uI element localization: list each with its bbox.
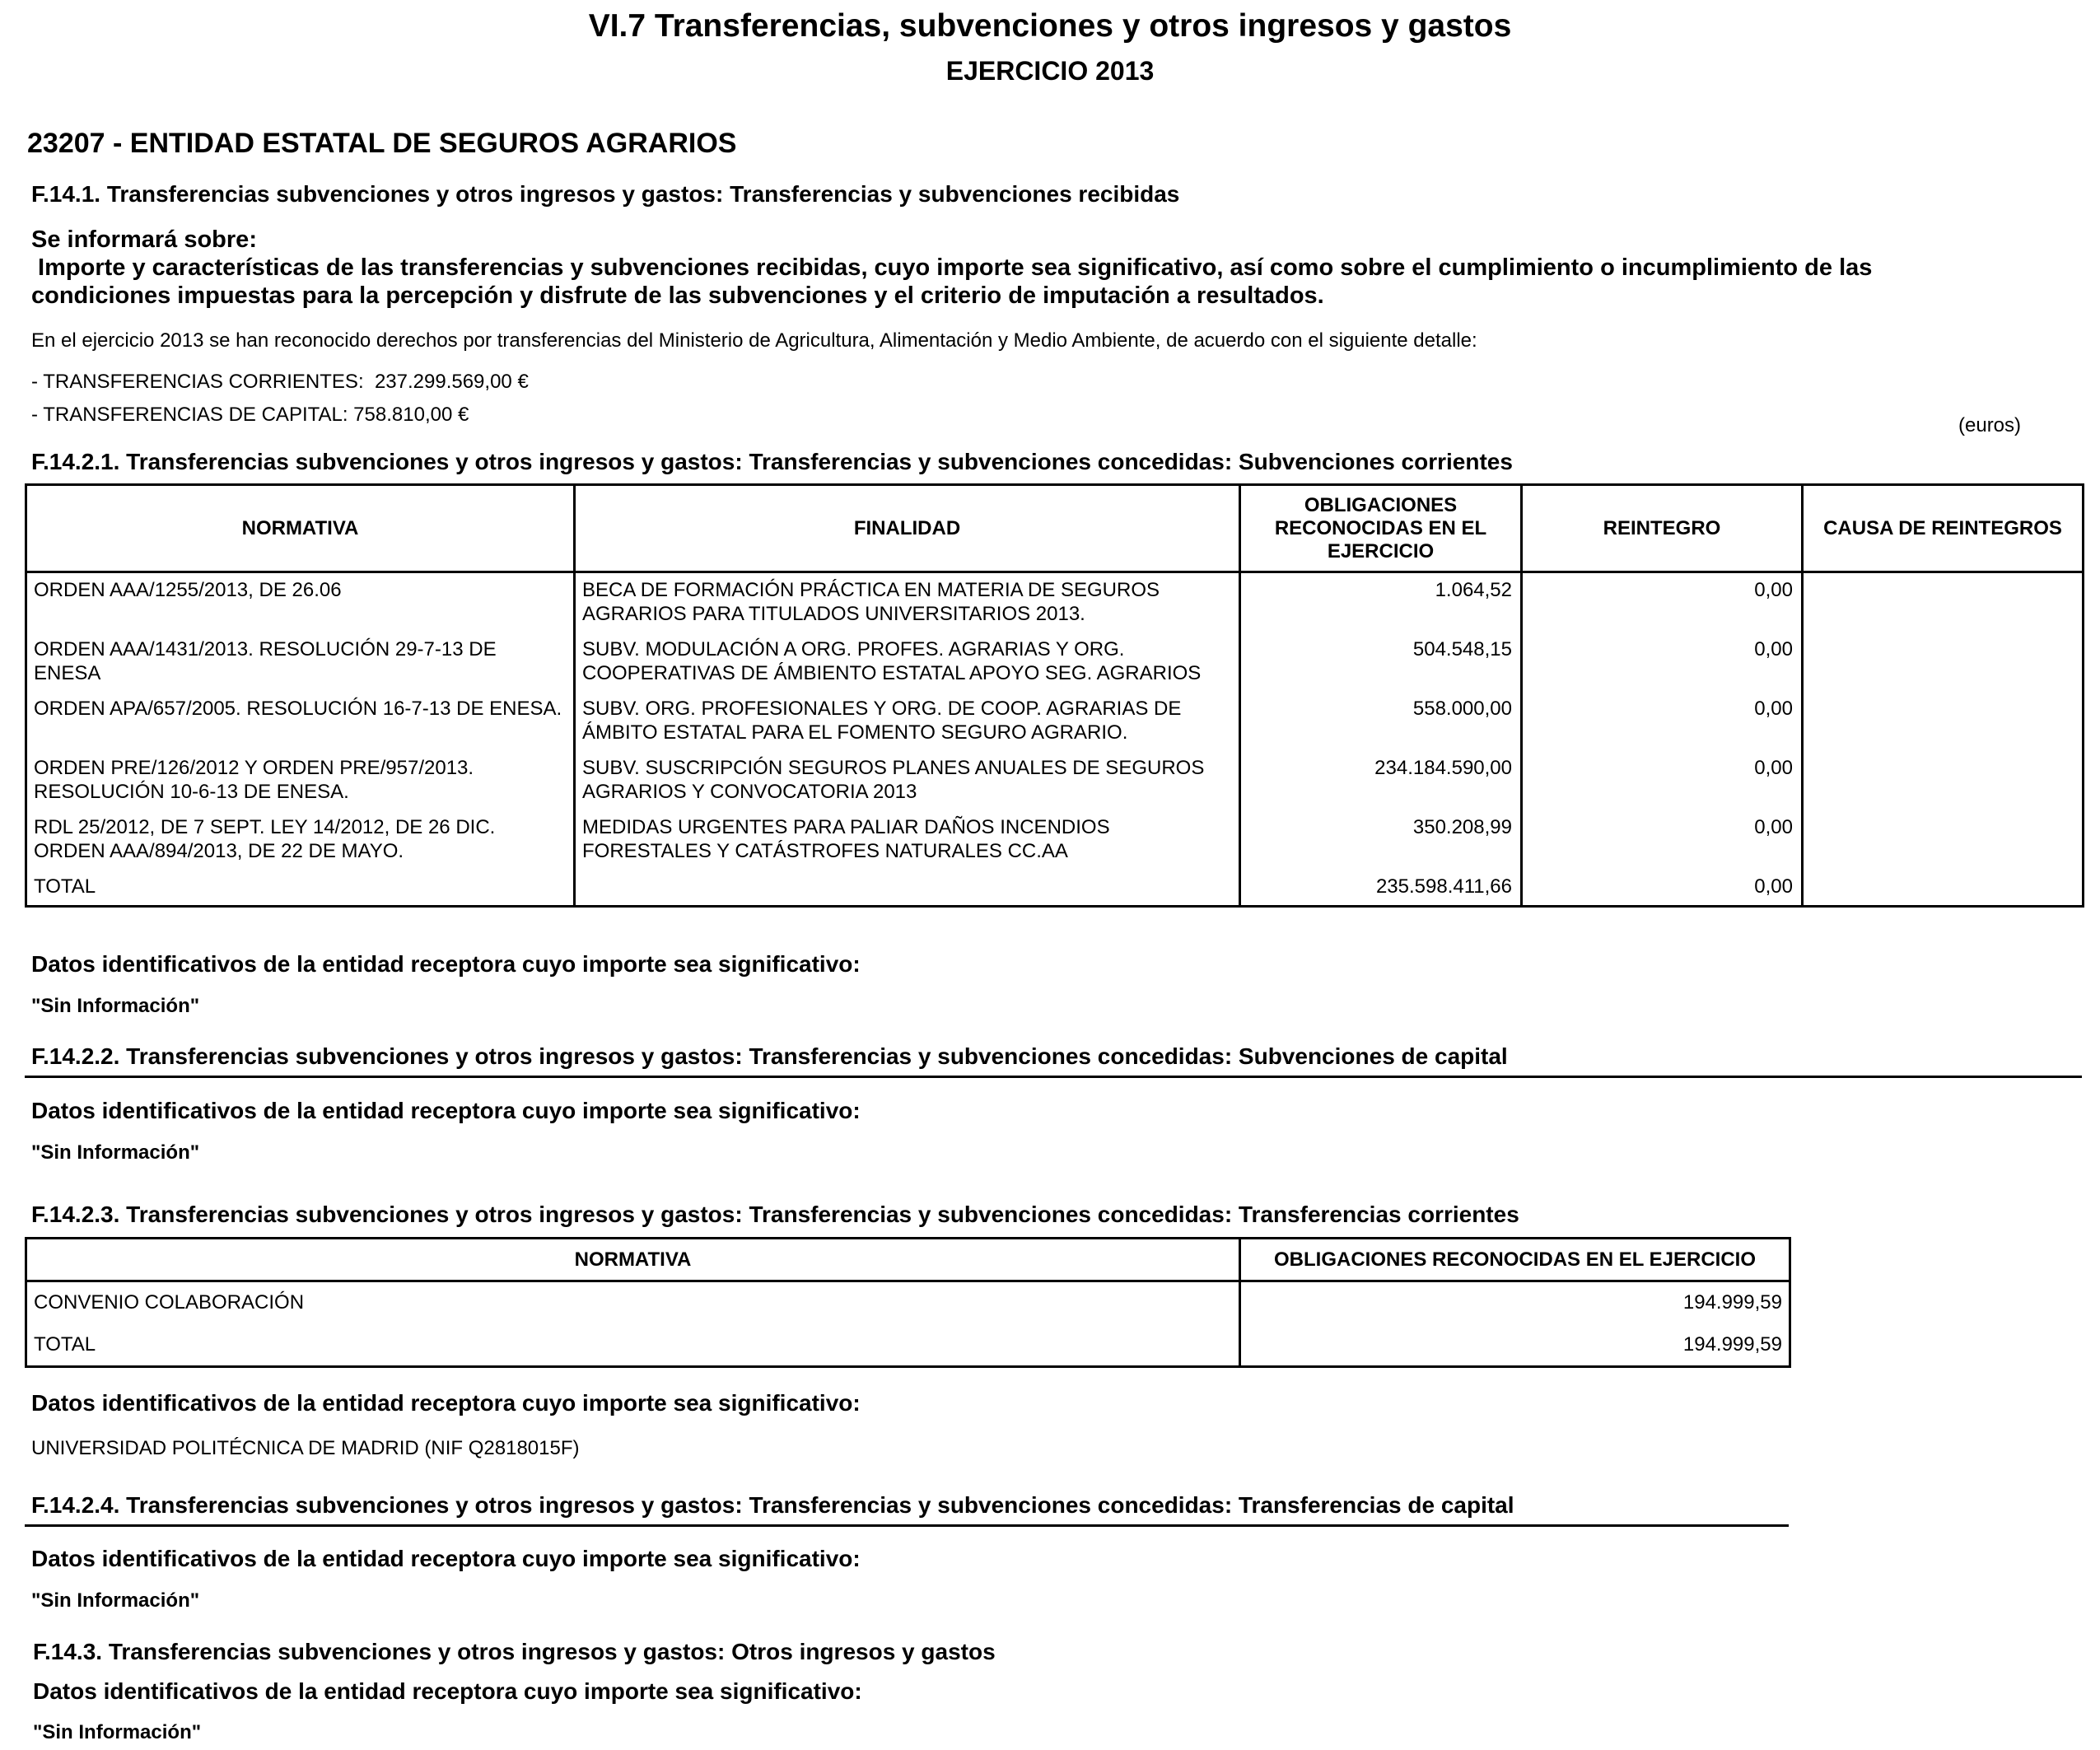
total-row	[26, 870, 2084, 907]
transferencias-corrientes: - TRANSFERENCIAS CORRIENTES: 237.299.569,00 €	[31, 371, 529, 393]
sin-informacion-f143: "Sin Información"	[33, 1721, 202, 1743]
finalidad-cell: BECA DE FORMACIÓN PRÁCTICA EN MATERIA DE SEGUROS AGRARIOS PARA TITULADOS UNIVERSITARIOS 2013.	[575, 572, 1240, 633]
column-header: OBLIGACIONES RECONOCIDAS EN EL EJERCICIO	[1240, 485, 1522, 572]
total-obligaciones: 235.598.411,66	[1240, 870, 1522, 907]
causa-cell	[1803, 810, 2084, 870]
table-header-row	[26, 1239, 1790, 1281]
total-label: TOTAL	[26, 1324, 1240, 1367]
normativa-cell: ORDEN AAA/1255/2013, DE 26.06	[26, 572, 575, 633]
column-header: NORMATIVA	[26, 1239, 1240, 1281]
section-heading-f1421: F.14.2.1. Transferencias subvenciones y otros ingresos y gastos: Transferencias y subvenciones concedidas: Subvenciones corrientes	[31, 449, 1513, 474]
detail-text: En el ejercicio 2013 se han reconocido derechos por transferencias del Ministerio de Agricultura, Alimentación y Medio Ambiente, de acuerdo con el siguiente detalle:	[31, 329, 1477, 352]
total-obligaciones: 194.999,59	[1240, 1324, 1790, 1367]
total-row	[26, 1324, 1790, 1367]
units-label: (euros)	[1958, 414, 2022, 436]
causa-cell	[1803, 751, 2084, 810]
datos-label-f1422: Datos identificativos de la entidad receptora cuyo importe sea significativo:	[31, 1098, 861, 1123]
total-causa-cell	[1803, 870, 2084, 907]
total-label: TOTAL	[26, 870, 575, 907]
obligaciones-cell: 504.548,15	[1240, 632, 1522, 692]
informara-block	[31, 226, 2008, 310]
reintegro-cell: 0,00	[1522, 632, 1803, 692]
page-title: VI.7 Transferencias, subvenciones y otros ingresos y gastos	[588, 8, 1512, 44]
normativa-cell: ORDEN AAA/1431/2013. RESOLUCIÓN 29-7-13 DE ENESA	[26, 632, 575, 692]
normativa-cell: CONVENIO COLABORACIÓN	[26, 1281, 1240, 1324]
obligaciones-cell: 350.208,99	[1240, 810, 1522, 870]
column-header: FINALIDAD	[575, 485, 1240, 572]
datos-label-f1421: Datos identificativos de la entidad receptora cuyo importe sea significativo:	[31, 951, 861, 977]
datos-label-f143: Datos identificativos de la entidad receptora cuyo importe sea significativo:	[33, 1678, 862, 1704]
informara-text-1: Importe y características de las transferencias y subvenciones recibidas, cuyo importe sea significativo, así como sobre el cumplimiento o incumplimiento de las	[31, 254, 1873, 281]
finalidad-cell: MEDIDAS URGENTES PARA PALIAR DAÑOS INCENDIOS FORESTALES Y CATÁSTROFES NATURALES CC.AA	[575, 810, 1240, 870]
column-header: REINTEGRO	[1522, 485, 1803, 572]
reintegro-cell: 0,00	[1522, 810, 1803, 870]
normativa-cell: ORDEN PRE/126/2012 Y ORDEN PRE/957/2013. RESOLUCIÓN 10-6-13 DE ENESA.	[26, 751, 575, 810]
normativa-cell: RDL 25/2012, DE 7 SEPT. LEY 14/2012, DE 26 DIC. ORDEN AAA/894/2013, DE 22 DE MAYO.	[26, 810, 575, 870]
section-rule	[25, 1524, 1789, 1527]
causa-cell	[1803, 692, 2084, 751]
finalidad-cell: SUBV. ORG. PROFESIONALES Y ORG. DE COOP. AGRARIAS DE ÁMBITO ESTATAL PARA EL FOMENTO SEGURO AGRARIO.	[575, 692, 1240, 751]
reintegro-cell: 0,00	[1522, 572, 1803, 633]
transferencias-corrientes-table	[25, 1237, 1791, 1368]
page-subtitle: EJERCICIO 2013	[945, 56, 1155, 86]
table-header-row	[26, 485, 2084, 572]
obligaciones-cell: 194.999,59	[1240, 1281, 1790, 1324]
finalidad-cell: SUBV. MODULACIÓN A ORG. PROFES. AGRARIAS Y ORG. COOPERATIVAS DE ÁMBIENTO ESTATAL APOYO SEG. AGRARIOS	[575, 632, 1240, 692]
table-row	[26, 1281, 1790, 1324]
entidad-receptora: UNIVERSIDAD POLITÉCNICA DE MADRID (NIF Q2818015F)	[31, 1437, 580, 1459]
obligaciones-cell: 234.184.590,00	[1240, 751, 1522, 810]
datos-label-f1423: Datos identificativos de la entidad receptora cuyo importe sea significativo:	[31, 1390, 861, 1416]
section-heading-f141: F.14.1. Transferencias subvenciones y otros ingresos y gastos: Transferencias y subvenciones recibidas	[31, 181, 1180, 207]
reintegro-cell: 0,00	[1522, 751, 1803, 810]
finalidad-cell: SUBV. SUSCRIPCIÓN SEGUROS PLANES ANUALES DE SEGUROS AGRARIOS Y CONVOCATORIA 2013	[575, 751, 1240, 810]
section-heading-f1424: F.14.2.4. Transferencias subvenciones y otros ingresos y gastos: Transferencias y subvenciones concedidas: Transferencias de capital	[31, 1492, 1514, 1518]
informara-label: Se informará sobre:	[31, 226, 257, 253]
sin-informacion-f1422: "Sin Información"	[31, 1141, 200, 1164]
table-row	[26, 632, 2084, 692]
table-row	[26, 692, 2084, 751]
entity-heading: 23207 - ENTIDAD ESTATAL DE SEGUROS AGRARIOS	[27, 128, 737, 159]
sin-informacion-f1421: "Sin Información"	[31, 995, 200, 1017]
section-rule	[25, 1076, 2082, 1078]
column-header: CAUSA DE REINTEGROS	[1803, 485, 2084, 572]
column-header: OBLIGACIONES RECONOCIDAS EN EL EJERCICIO	[1240, 1239, 1790, 1281]
section-heading-f1422: F.14.2.2. Transferencias subvenciones y otros ingresos y gastos: Transferencias y subvenciones concedidas: Subvenciones de capital	[31, 1043, 1508, 1069]
table-row	[26, 751, 2084, 810]
subvenciones-corrientes-table	[25, 483, 2084, 908]
transferencias-capital: - TRANSFERENCIAS DE CAPITAL: 758.810,00 €	[31, 404, 469, 426]
datos-label-f1424: Datos identificativos de la entidad receptora cuyo importe sea significativo:	[31, 1546, 861, 1571]
total-empty-cell	[575, 870, 1240, 907]
obligaciones-cell: 1.064,52	[1240, 572, 1522, 633]
table-row	[26, 810, 2084, 870]
causa-cell	[1803, 632, 2084, 692]
reintegro-cell: 0,00	[1522, 692, 1803, 751]
obligaciones-cell: 558.000,00	[1240, 692, 1522, 751]
section-heading-f143: F.14.3. Transferencias subvenciones y otros ingresos y gastos: Otros ingresos y gastos	[33, 1639, 996, 1664]
causa-cell	[1803, 572, 2084, 633]
total-reintegro: 0,00	[1522, 870, 1803, 907]
normativa-cell: ORDEN APA/657/2005. RESOLUCIÓN 16-7-13 DE ENESA.	[26, 692, 575, 751]
sin-informacion-f1424: "Sin Información"	[31, 1589, 200, 1612]
section-heading-f1423: F.14.2.3. Transferencias subvenciones y otros ingresos y gastos: Transferencias y subvenciones concedidas: Transferencias corrientes	[31, 1202, 1519, 1227]
informara-text-2: condiciones impuestas para la percepción y disfrute de las subvenciones y el criterio de imputación a resultados.	[31, 282, 1324, 309]
column-header: NORMATIVA	[26, 485, 575, 572]
table-row	[26, 572, 2084, 633]
